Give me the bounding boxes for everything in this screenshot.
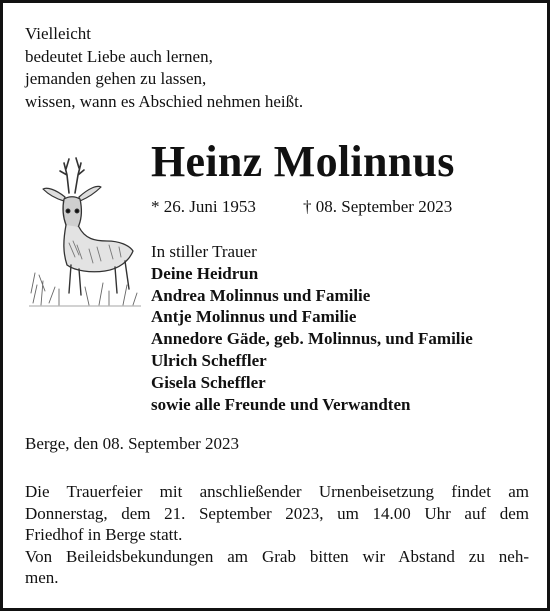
funeral-text [25, 481, 529, 589]
funeral-line: men. [25, 568, 59, 587]
poem [25, 23, 303, 113]
roe-deer-drawing [29, 153, 141, 309]
birth-date: * 26. Juni 1953 [151, 197, 256, 216]
mourner: Ulrich Scheffler [151, 350, 267, 370]
deceased-name: Heinz Molinnus [151, 137, 455, 186]
mourners-block [151, 241, 473, 415]
death-date: † 08. September 2023 [303, 197, 453, 216]
mourner: Annedore Gäde, geb. Molinnus, und Familie [151, 329, 473, 349]
mourning-intro: In stiller Trauer [151, 242, 257, 261]
poem-line: Vielleicht [25, 24, 92, 43]
mourner: Deine Heidrun [151, 263, 259, 283]
funeral-line: Von Beileidsbekundungen am Grab bitten wir Abstand zu neh- [25, 546, 529, 566]
mourner: Antje Molinnus und Familie [151, 307, 357, 327]
funeral-line: Die Trauerfeier mit anschließender Urnenbeisetzung findet am [25, 482, 529, 501]
mourner: sowie alle Freunde und Verwandten [151, 394, 411, 414]
poem-line: bedeutet Liebe auch lernen, [25, 46, 213, 66]
place-and-date: Berge, den 08. September 2023 [25, 434, 240, 453]
mourner: Gisela Scheffler [151, 372, 266, 392]
poem-line: wissen, wann es Abschied nehmen heißt. [25, 91, 304, 111]
mourner: Andrea Molinnus und Familie [151, 285, 371, 305]
poem-line: jemanden gehen zu lassen, [25, 69, 207, 88]
funeral-line: Donnerstag, dem 21. September 2023, um 14.00 Uhr auf dem [25, 503, 529, 523]
funeral-line: Friedhof in Berge statt. [25, 525, 183, 544]
life-dates [151, 196, 453, 218]
